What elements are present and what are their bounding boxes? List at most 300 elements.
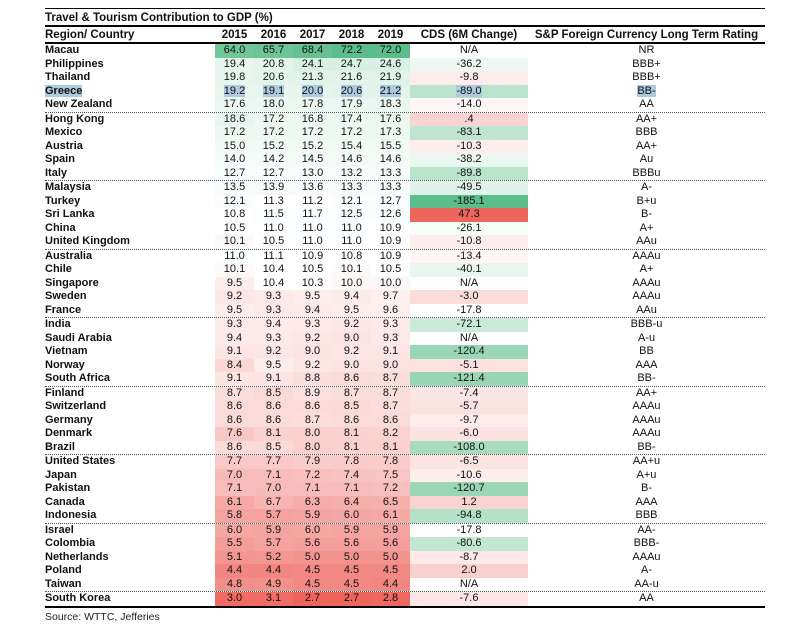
rating-value <box>528 509 765 523</box>
country-label <box>45 482 215 496</box>
gdp-value-2017-text: 9.5 <box>304 290 321 302</box>
gdp-value-2016 <box>254 318 293 332</box>
gdp-value-2019-text: 8.2 <box>382 427 399 439</box>
gdp-value-2015 <box>215 345 254 359</box>
country-label <box>45 592 215 606</box>
country-label <box>45 263 215 277</box>
table-row-sweden[interactable] <box>45 290 765 304</box>
country-label <box>45 85 215 99</box>
gdp-value-2015-text: 5.8 <box>226 509 243 521</box>
gdp-value-2019-text: 5.6 <box>382 537 399 549</box>
rating-value-text: A- <box>641 181 652 193</box>
gdp-value-2019-text: 9.6 <box>382 303 399 316</box>
gdp-value-2018 <box>332 318 371 332</box>
table-row-france[interactable] <box>45 304 765 318</box>
country-label-text: Spain <box>45 153 75 165</box>
country-label-text: Italy <box>45 166 68 179</box>
rating-value <box>528 332 765 346</box>
rating-value <box>528 455 765 469</box>
rating-value-text: AAAu <box>632 550 661 563</box>
gdp-value-2017 <box>293 400 332 414</box>
table-row-south-korea[interactable] <box>45 591 765 606</box>
table-row-united-kingdom[interactable] <box>45 235 765 249</box>
rating-value-text: AA- <box>637 523 656 536</box>
cds-value <box>410 564 528 578</box>
country-label-text: Taiwan <box>45 577 82 590</box>
gdp-value-2015-text: 8.7 <box>226 386 243 399</box>
cds-value-text: -120.4 <box>453 345 485 357</box>
table-row-spain[interactable] <box>45 153 765 167</box>
rating-value <box>528 469 765 483</box>
gdp-value-2017-text: 8.8 <box>304 372 321 384</box>
gdp-value-2018 <box>332 71 371 85</box>
cds-value-text: -9.7 <box>459 413 479 426</box>
rating-value <box>528 277 765 291</box>
gdp-value-2017-text: 10.5 <box>301 263 324 275</box>
rating-value-text: BBB <box>635 126 658 138</box>
country-label-text: Turkey <box>45 194 81 207</box>
cds-value <box>410 71 528 85</box>
gdp-value-2016 <box>254 564 293 578</box>
gdp-value-2016 <box>254 496 293 510</box>
gdp-value-2016-text: 9.3 <box>265 290 282 302</box>
country-label <box>45 167 215 181</box>
gdp-value-2016-text: 9.3 <box>265 331 282 344</box>
gdp-value-2018-text: 13.3 <box>340 181 363 193</box>
table-row-malaysia[interactable] <box>45 180 765 195</box>
gdp-value-2017 <box>293 126 332 140</box>
gdp-value-2015-text: 10.8 <box>223 208 246 220</box>
gdp-value-2017 <box>293 222 332 236</box>
gdp-value-2015 <box>215 387 254 401</box>
gdp-value-2018-text: 9.5 <box>343 303 360 316</box>
gdp-value-2015-text: 8.6 <box>226 440 243 453</box>
gdp-value-2019-text: 4.5 <box>382 564 399 576</box>
table-row-pakistan[interactable] <box>45 482 765 496</box>
gdp-value-2019-text: 9.7 <box>382 290 399 302</box>
gdp-value-2017-text: 5.0 <box>304 550 321 563</box>
rating-value-text: NR <box>638 44 655 56</box>
cds-value <box>410 509 528 523</box>
gdp-value-2016 <box>254 372 293 386</box>
gdp-value-2015-text: 7.1 <box>226 482 243 494</box>
gdp-value-2018 <box>332 441 371 455</box>
gdp-value-2017 <box>293 318 332 332</box>
gdp-value-2016-text: 4.4 <box>265 564 282 576</box>
gdp-value-2019 <box>371 250 410 264</box>
cds-value-text: -9.8 <box>459 71 479 83</box>
gdp-value-2018 <box>332 58 371 72</box>
country-label-text: Philippines <box>45 57 104 70</box>
gdp-value-2019 <box>371 181 410 195</box>
table-row-singapore[interactable] <box>45 277 765 291</box>
gdp-value-2016-text: 11.1 <box>263 249 284 262</box>
country-label-text: Sri Lanka <box>45 208 95 220</box>
country-label <box>45 537 215 551</box>
gdp-value-2019 <box>371 345 410 359</box>
gdp-value-2015 <box>215 469 254 483</box>
gdp-value-2019-text: 17.3 <box>379 126 402 138</box>
table-row-netherlands[interactable] <box>45 551 765 565</box>
table-row-norway[interactable] <box>45 359 765 373</box>
gdp-value-2015 <box>215 44 254 58</box>
gdp-value-2017 <box>293 372 332 386</box>
table-row-italy[interactable] <box>45 167 765 181</box>
gdp-value-2015 <box>215 195 254 209</box>
gdp-value-2016 <box>254 85 293 99</box>
gdp-value-2017-text: 6.0 <box>304 523 321 536</box>
country-label <box>45 414 215 428</box>
rating-value <box>528 551 765 565</box>
table-row-denmark[interactable] <box>45 427 765 441</box>
gdp-value-2016 <box>254 181 293 195</box>
gdp-value-2016-text: 7.0 <box>265 482 282 494</box>
gdp-value-2018 <box>332 277 371 291</box>
cds-value <box>410 387 528 401</box>
gdp-value-2016-text: 11.0 <box>263 221 284 234</box>
rating-value <box>528 235 765 249</box>
table-row-australia[interactable] <box>45 249 765 264</box>
country-label <box>45 551 215 565</box>
gdp-value-2018 <box>332 181 371 195</box>
rating-value-text: BBB- <box>633 537 660 549</box>
gdp-value-2017 <box>293 482 332 496</box>
gdp-value-2019 <box>371 222 410 236</box>
gdp-value-2018 <box>332 509 371 523</box>
table-row-mexico[interactable] <box>45 126 765 140</box>
table-row-germany[interactable] <box>45 414 765 428</box>
gdp-value-2017 <box>293 208 332 222</box>
gdp-value-2019 <box>371 277 410 291</box>
cds-value <box>410 44 528 58</box>
rating-value <box>528 482 765 496</box>
gdp-value-2015-text: 9.1 <box>226 345 243 357</box>
gdp-value-2017 <box>293 71 332 85</box>
table-row-turkey[interactable] <box>45 195 765 209</box>
rating-value <box>528 44 765 58</box>
cds-value <box>410 318 528 332</box>
table-header <box>45 25 765 44</box>
gdp-value-2017 <box>293 140 332 154</box>
gdp-value-2016 <box>254 537 293 551</box>
table-row-chile[interactable] <box>45 263 765 277</box>
table-row-sri-lanka[interactable] <box>45 208 765 222</box>
gdp-value-2016 <box>254 167 293 181</box>
rating-value-text: B+u <box>636 194 657 207</box>
country-label <box>45 126 215 140</box>
gdp-value-2016-text: 9.4 <box>265 318 282 330</box>
gdp-value-2017-text: 4.5 <box>304 577 321 590</box>
gdp-value-2016-text: 11.5 <box>263 208 284 220</box>
table-row-brazil[interactable] <box>45 441 765 455</box>
gdp-value-2015-text: 9.3 <box>226 318 243 330</box>
gdp-value-2019-text: 8.7 <box>382 372 399 384</box>
gdp-value-2019-text: 18.3 <box>379 98 402 110</box>
gdp-value-2015 <box>215 332 254 346</box>
gdp-value-2018-text: 10.8 <box>340 249 363 262</box>
gdp-value-2016 <box>254 250 293 264</box>
gdp-value-2018 <box>332 98 371 112</box>
gdp-value-2017 <box>293 524 332 538</box>
cds-value-text: .4 <box>464 112 474 125</box>
gdp-value-2019-text: 5.0 <box>382 550 399 563</box>
gdp-value-2019 <box>371 153 410 167</box>
gdp-value-2018 <box>332 263 371 277</box>
table-row-macau[interactable] <box>45 44 765 58</box>
gdp-value-2015 <box>215 98 254 112</box>
gdp-value-2016-text: 8.5 <box>265 440 282 453</box>
gdp-value-2018-text: 2.7 <box>343 592 360 604</box>
gdp-value-2016 <box>254 400 293 414</box>
gdp-value-2015-text: 64.0 <box>223 44 246 56</box>
table-row-united-states[interactable] <box>45 454 765 469</box>
cds-value-text: -6.0 <box>459 427 479 439</box>
country-label-text: South Korea <box>45 592 111 604</box>
gdp-value-2017-text: 7.9 <box>304 455 321 467</box>
cds-value <box>410 359 528 373</box>
table-row-greece[interactable] <box>45 85 765 99</box>
gdp-value-2015 <box>215 414 254 428</box>
rating-value-text: AA-u <box>634 577 659 590</box>
gdp-value-2018 <box>332 304 371 318</box>
gdp-value-2016 <box>254 578 293 592</box>
gdp-value-2018 <box>332 140 371 154</box>
table-row-hong-kong[interactable] <box>45 112 765 127</box>
country-label-text: Germany <box>45 413 93 426</box>
gdp-value-2017 <box>293 537 332 551</box>
rating-value-text: AAAu <box>632 249 661 262</box>
table-row-thailand[interactable] <box>45 71 765 85</box>
gdp-value-2019 <box>371 414 410 428</box>
gdp-value-2019 <box>371 537 410 551</box>
gdp-value-2015-text: 7.7 <box>226 455 243 467</box>
table-row-austria[interactable] <box>45 140 765 154</box>
gdp-value-2019-text: 8.7 <box>382 386 399 399</box>
cds-value-text: -49.5 <box>456 181 482 193</box>
gdp-value-2016-text: 18.0 <box>262 98 285 110</box>
gdp-value-2016-text: 5.7 <box>265 509 282 521</box>
gdp-value-2017 <box>293 277 332 291</box>
country-label-text: Pakistan <box>45 482 91 494</box>
gdp-value-2016 <box>254 71 293 85</box>
gdp-value-2018 <box>332 564 371 578</box>
gdp-value-2019 <box>371 263 410 277</box>
table-row-japan[interactable] <box>45 469 765 483</box>
country-label <box>45 359 215 373</box>
table-row-saudi-arabia[interactable] <box>45 332 765 346</box>
rating-value <box>528 167 765 181</box>
rating-value-text: BBB <box>635 509 658 521</box>
gdp-value-2019-text: 17.6 <box>379 112 402 125</box>
gdp-value-2019 <box>371 469 410 483</box>
column-header-cds: CDS (6M Change) <box>420 29 518 41</box>
gdp-value-2015 <box>215 222 254 236</box>
table-row-philippines[interactable] <box>45 58 765 72</box>
gdp-value-2017-text: 17.8 <box>301 98 324 110</box>
gdp-value-2015 <box>215 359 254 373</box>
gdp-value-2016 <box>254 455 293 469</box>
country-label-text: Brazil <box>45 440 75 453</box>
gdp-value-2018-text: 11.0 <box>341 221 362 234</box>
gdp-value-2017-text: 2.7 <box>304 592 321 604</box>
gdp-value-2017 <box>293 250 332 264</box>
gdp-value-2017 <box>293 181 332 195</box>
country-label <box>45 332 215 346</box>
country-label-text: Vietnam <box>45 345 88 357</box>
gdp-value-2015 <box>215 71 254 85</box>
country-label-text: Austria <box>45 139 83 152</box>
gdp-value-2017 <box>293 427 332 441</box>
gdp-value-2017-text: 6.3 <box>304 495 321 508</box>
gdp-value-2017-text: 4.5 <box>304 564 321 576</box>
gdp-value-2017-text: 15.2 <box>301 139 324 152</box>
gdp-value-2016-text: 19.1 <box>262 84 285 97</box>
gdp-value-2017 <box>293 359 332 373</box>
gdp-value-2018-text: 9.4 <box>343 290 360 302</box>
gdp-value-2016-text: 7.7 <box>265 455 282 467</box>
gdp-value-2015 <box>215 537 254 551</box>
country-label <box>45 98 215 112</box>
table-row-vietnam[interactable] <box>45 345 765 359</box>
gdp-value-2015 <box>215 235 254 249</box>
gdp-value-2018-text: 5.6 <box>343 537 360 549</box>
gdp-value-2018-text: 7.4 <box>343 468 360 481</box>
gdp-value-2015-text: 19.2 <box>223 84 246 97</box>
rating-value <box>528 441 765 455</box>
table-row-taiwan[interactable] <box>45 578 765 592</box>
gdp-value-2018-text: 8.5 <box>343 400 360 412</box>
cds-value-text: -10.8 <box>456 235 482 247</box>
gdp-value-2017-text: 9.2 <box>304 331 321 344</box>
gdp-value-2018 <box>332 126 371 140</box>
rating-value-text: BBBu <box>632 166 661 179</box>
table-body <box>45 44 765 608</box>
rating-value-text: A+ <box>639 221 654 234</box>
rating-value <box>528 58 765 72</box>
table-row-finland[interactable] <box>45 386 765 401</box>
rating-value <box>528 496 765 510</box>
gdp-value-2017-text: 7.2 <box>304 468 321 481</box>
cds-value-text: -94.8 <box>456 509 482 521</box>
table-row-india[interactable] <box>45 317 765 332</box>
table-row-israel[interactable] <box>45 523 765 538</box>
rating-value-text: BB <box>639 345 654 357</box>
rating-value <box>528 126 765 140</box>
table-row-china[interactable] <box>45 222 765 236</box>
gdp-value-2019 <box>371 318 410 332</box>
gdp-value-2018 <box>332 414 371 428</box>
gdp-value-2018-text: 13.2 <box>340 166 363 179</box>
gdp-value-2016 <box>254 153 293 167</box>
gdp-value-2019-text: 4.4 <box>382 577 399 590</box>
table-row-canada[interactable] <box>45 496 765 510</box>
gdp-value-2015 <box>215 277 254 291</box>
gdp-value-2017-text: 16.8 <box>301 112 324 125</box>
gdp-value-2017 <box>293 113 332 127</box>
gdp-value-2017-text: 8.0 <box>304 440 321 453</box>
gdp-value-2019-text: 8.7 <box>382 400 399 412</box>
gdp-value-2018-text: 4.5 <box>343 564 360 576</box>
gdp-value-2015-text: 9.1 <box>226 372 243 384</box>
rating-value <box>528 181 765 195</box>
gdp-value-2016-text: 7.1 <box>265 468 282 481</box>
country-label <box>45 469 215 483</box>
rating-value-text: AAAu <box>632 413 661 426</box>
gdp-value-2016-text: 11.3 <box>263 194 284 207</box>
gdp-value-2019-text: 7.2 <box>382 482 399 494</box>
gdp-value-2016-text: 3.1 <box>265 592 282 604</box>
gdp-value-2015-text: 7.0 <box>226 468 243 481</box>
gdp-value-2016-text: 8.6 <box>265 413 282 426</box>
cds-value <box>410 208 528 222</box>
gdp-value-2016 <box>254 126 293 140</box>
table-row-south-africa[interactable] <box>45 372 765 386</box>
gdp-value-2018 <box>332 85 371 99</box>
table-row-indonesia[interactable] <box>45 509 765 523</box>
rating-value-text: AA+u <box>632 455 661 467</box>
country-label-text: United Kingdom <box>45 235 130 247</box>
gdp-value-2017-text: 11.0 <box>302 235 323 247</box>
rating-value-text: A+u <box>636 468 657 481</box>
gdp-value-2018 <box>332 250 371 264</box>
gdp-value-2017-text: 9.0 <box>304 345 321 357</box>
gdp-value-2016 <box>254 359 293 373</box>
cds-value <box>410 277 528 291</box>
country-label-text: Sweden <box>45 290 87 302</box>
table-row-switzerland[interactable] <box>45 400 765 414</box>
gdp-value-2017 <box>293 455 332 469</box>
gdp-value-2015-text: 9.5 <box>226 276 243 289</box>
gdp-value-2015-text: 13.5 <box>223 181 246 193</box>
table-row-colombia[interactable] <box>45 537 765 551</box>
cds-value <box>410 482 528 496</box>
column-header-2016: 2016 <box>260 29 287 41</box>
rating-value-text: AAA <box>635 358 658 371</box>
table-row-new-zealand[interactable] <box>45 98 765 112</box>
gdp-value-2017-text: 68.4 <box>301 44 324 56</box>
cds-value-text: -13.4 <box>456 249 482 262</box>
gdp-value-2018-text: 10.1 <box>340 263 363 275</box>
country-label <box>45 71 215 85</box>
table-row-poland[interactable] <box>45 564 765 578</box>
rating-value <box>528 372 765 386</box>
gdp-value-2015-text: 12.7 <box>223 166 246 179</box>
gdp-value-2019 <box>371 332 410 346</box>
gdp-value-2015-text: 7.6 <box>226 427 243 439</box>
gdp-value-2019-text: 9.3 <box>382 331 399 344</box>
gdp-value-2015 <box>215 455 254 469</box>
gdp-value-2016-text: 10.4 <box>262 276 285 289</box>
gdp-value-2016-text: 15.2 <box>262 139 285 152</box>
cds-value <box>410 400 528 414</box>
gdp-value-2018 <box>332 551 371 565</box>
gdp-value-2016 <box>254 290 293 304</box>
cds-value-text: -7.6 <box>459 592 479 604</box>
rating-value <box>528 71 765 85</box>
cds-value <box>410 263 528 277</box>
gdp-value-2019 <box>371 71 410 85</box>
column-header-country: Region/ Country <box>45 29 135 41</box>
cds-value-text: -89.8 <box>456 166 482 179</box>
rating-value-text: BB- <box>637 84 656 97</box>
gdp-value-2019-text: 5.9 <box>382 523 399 536</box>
gdp-value-2016-text: 17.2 <box>262 112 285 125</box>
cds-value-text: -8.7 <box>459 550 479 563</box>
gdp-value-2018 <box>332 167 371 181</box>
cds-value <box>410 235 528 249</box>
gdp-value-2018 <box>332 455 371 469</box>
gdp-value-2016 <box>254 592 293 606</box>
